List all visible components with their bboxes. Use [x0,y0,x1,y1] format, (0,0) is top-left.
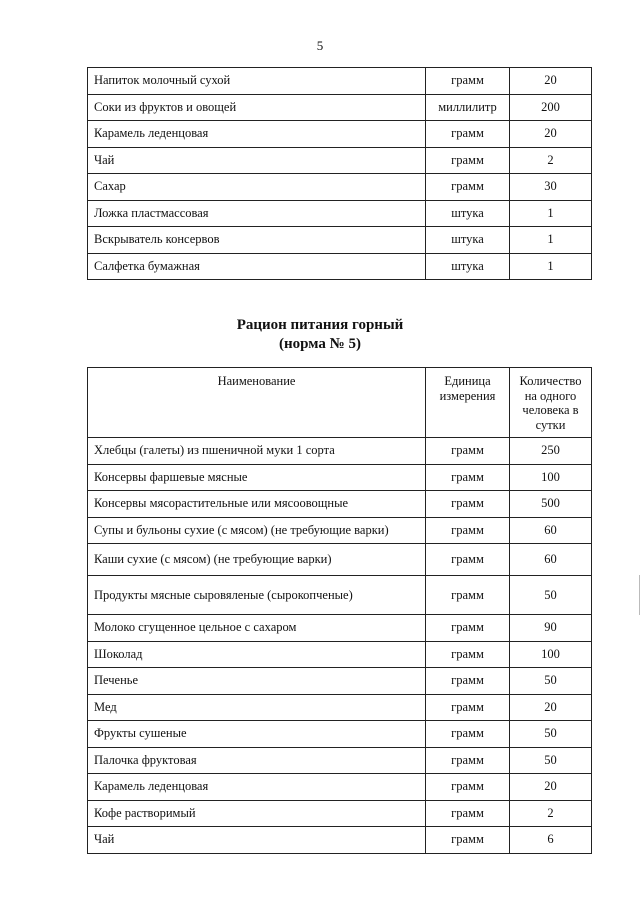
item-name: Напиток молочный сухой [88,68,426,95]
item-unit: грамм [426,800,510,827]
item-quantity: 2 [510,800,592,827]
table-row [88,227,592,254]
item-quantity: 200 [510,94,592,121]
item-quantity: 500 [510,491,592,518]
item-quantity: 20 [510,774,592,801]
page-number: 5 [316,38,324,53]
item-unit: грамм [426,174,510,201]
table-row [88,253,592,280]
item-unit: миллилитр [426,94,510,121]
item-name: Сахар [88,174,426,201]
table-row [88,827,592,854]
item-quantity: 100 [510,641,592,668]
item-unit: грамм [426,68,510,95]
mountain-ration-table [87,367,592,854]
item-unit: грамм [426,668,510,695]
table-row [88,174,592,201]
item-name: Консервы фаршевые мясные [88,464,426,491]
item-name: Чай [88,147,426,174]
table-row [88,615,592,642]
item-quantity: 1 [510,200,592,227]
table-row [88,121,592,148]
item-unit: грамм [426,464,510,491]
item-name: Консервы мясорастительные или мясоовощные [88,491,426,518]
item-unit: штука [426,200,510,227]
item-name: Молоко сгущенное цельное с сахаром [88,615,426,642]
item-quantity: 90 [510,615,592,642]
section-title-line1: Рацион питания горный [236,317,404,333]
table-row [88,200,592,227]
item-name: Супы и бульоны сухие (с мясом) (не требующие варки) [88,517,426,544]
item-name: Кофе растворимый [88,800,426,827]
item-unit: грамм [426,576,510,615]
item-quantity: 20 [510,121,592,148]
table-row [88,68,592,95]
item-name: Вскрыватель консервов [88,227,426,254]
item-name: Чай [88,827,426,854]
table-row [88,517,592,544]
item-quantity: 50 [510,668,592,695]
item-quantity: 50 [510,721,592,748]
item-name: Соки из фруктов и овощей [88,94,426,121]
header-unit: Единица измерения [426,368,510,438]
table-row [88,94,592,121]
table-row [88,544,592,576]
item-name: Хлебцы (галеты) из пшеничной муки 1 сорта [88,438,426,465]
header-quantity: Количество на одного человека в сутки [510,368,592,438]
item-quantity: 20 [510,694,592,721]
item-unit: грамм [426,747,510,774]
item-unit: грамм [426,544,510,576]
table-row [88,694,592,721]
item-name: Фрукты сушеные [88,721,426,748]
item-unit: грамм [426,694,510,721]
table-header-row [88,368,592,438]
table-row [88,800,592,827]
item-quantity: 60 [510,517,592,544]
item-name: Карамель леденцовая [88,774,426,801]
item-unit: грамм [426,491,510,518]
table-row [88,576,592,615]
item-quantity: 30 [510,174,592,201]
table-row [88,721,592,748]
item-name: Салфетка бумажная [88,253,426,280]
table-row [88,668,592,695]
item-quantity: 50 [510,747,592,774]
item-unit: грамм [426,147,510,174]
item-unit: грамм [426,438,510,465]
item-quantity: 100 [510,464,592,491]
item-unit: грамм [426,615,510,642]
table-row [88,464,592,491]
section-title-line2: (норма № 5) [279,336,361,352]
item-name: Шоколад [88,641,426,668]
item-quantity: 20 [510,68,592,95]
item-name: Мед [88,694,426,721]
table-row [88,774,592,801]
header-name: Наименование [88,368,426,438]
item-quantity: 250 [510,438,592,465]
item-unit: грамм [426,721,510,748]
item-unit: грамм [426,641,510,668]
item-name: Продукты мясные сыровяленые (сырокопченые) [88,576,426,615]
ration-table-continued [87,67,592,280]
item-name: Палочка фруктовая [88,747,426,774]
item-name: Печенье [88,668,426,695]
item-unit: грамм [426,827,510,854]
item-quantity: 2 [510,147,592,174]
item-unit: штука [426,227,510,254]
table-row [88,438,592,465]
table-row [88,747,592,774]
item-name: Ложка пластмассовая [88,200,426,227]
item-quantity: 50 [510,576,592,615]
item-unit: штука [426,253,510,280]
item-quantity: 60 [510,544,592,576]
item-name: Карамель леденцовая [88,121,426,148]
item-name: Каши сухие (с мясом) (не требующие варки) [88,544,426,576]
item-unit: грамм [426,517,510,544]
item-unit: грамм [426,121,510,148]
item-quantity: 6 [510,827,592,854]
item-quantity: 1 [510,253,592,280]
table-row [88,641,592,668]
table-row [88,491,592,518]
item-quantity: 1 [510,227,592,254]
table-row [88,147,592,174]
section-title [0,316,640,354]
item-unit: грамм [426,774,510,801]
